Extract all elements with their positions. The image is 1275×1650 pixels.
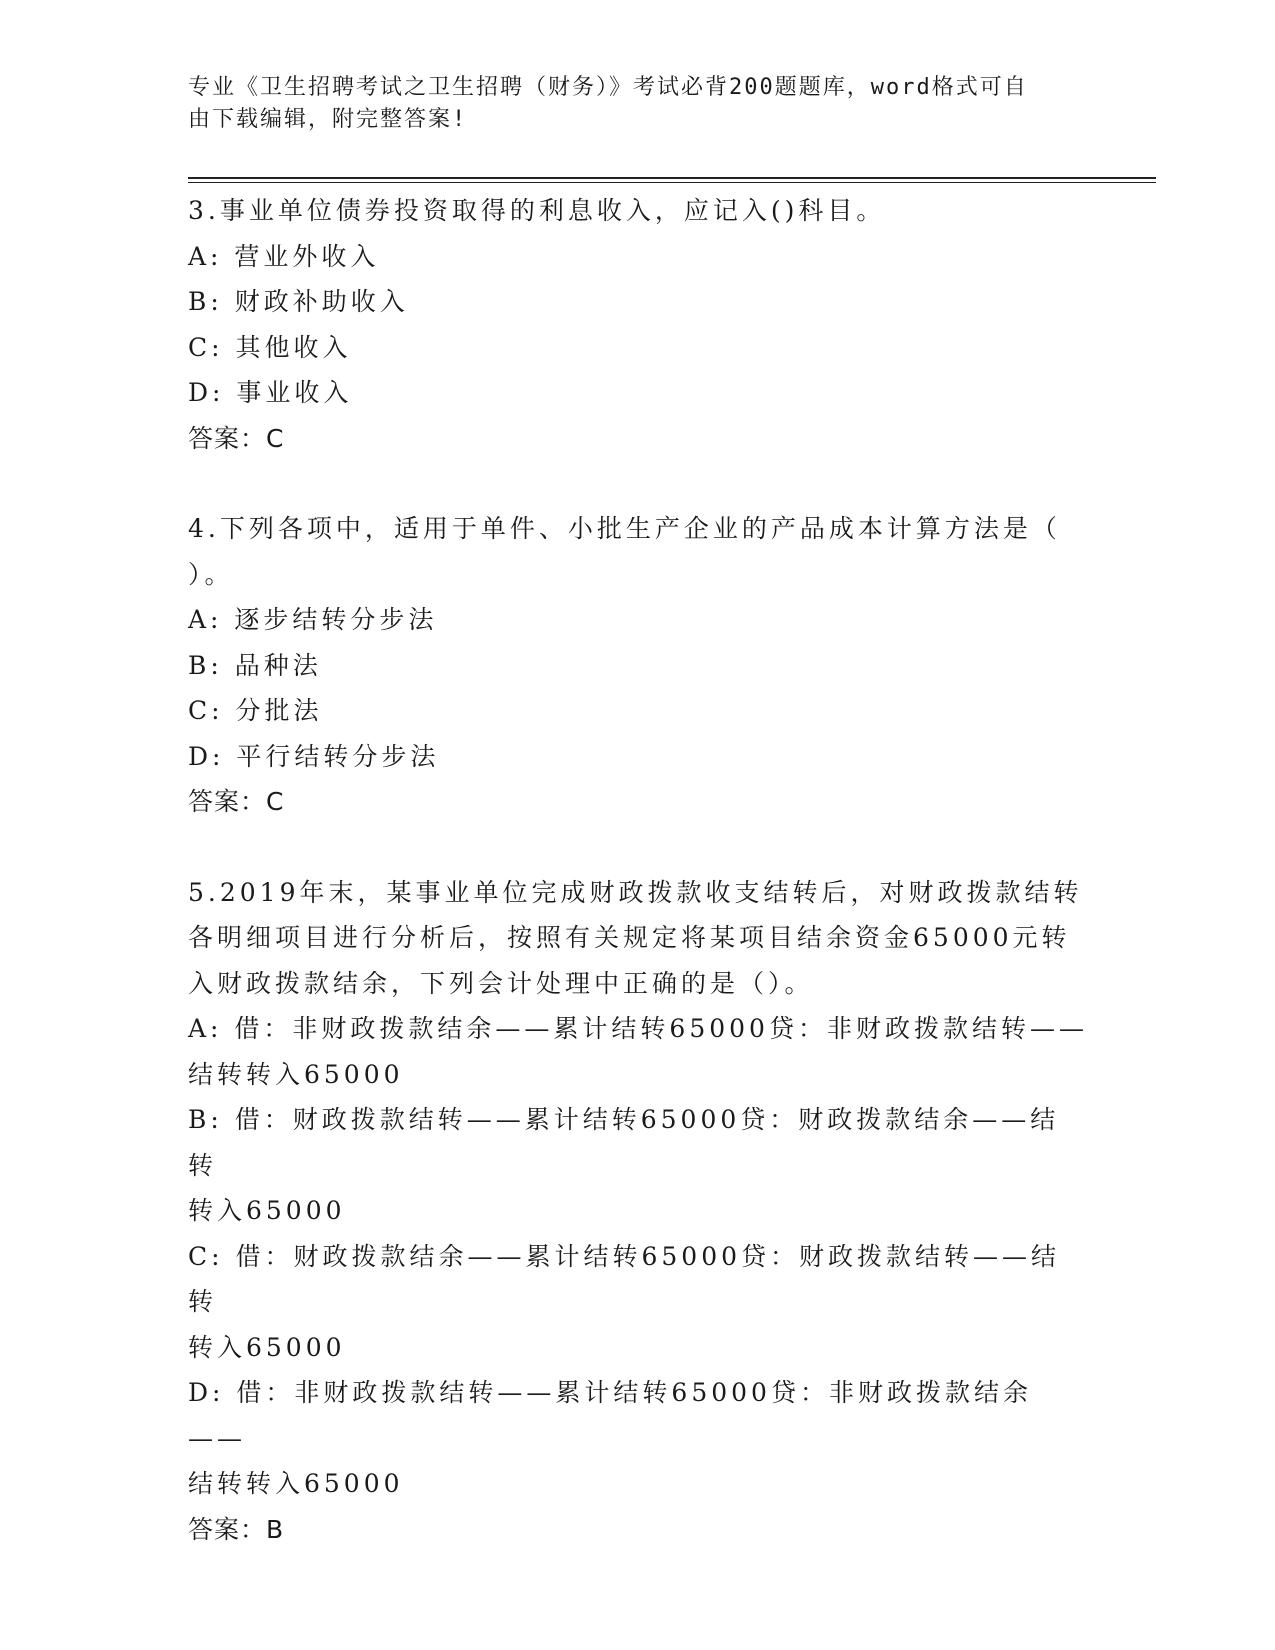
question-list	[188, 188, 1088, 1597]
option-b-continued: 转入65000	[188, 1196, 346, 1225]
option-a: A: 逐步结转分步法	[188, 605, 438, 634]
question-stem-continued: 入财政拨款结余，下列会计处理中正确的是（）。	[188, 968, 814, 998]
header-divider-thick	[188, 177, 1156, 179]
option-b: B: 财政补助收入	[188, 287, 409, 316]
header-divider-thin	[188, 182, 1156, 183]
answer-label: 答案：C	[188, 423, 285, 453]
option-a: A: 借：非财政拨款结余——累计结转65000贷：非财政拨款结转——	[188, 1014, 1088, 1043]
header-intro-line-1: 专业《卫生招聘考试之卫生招聘（财务）》考试必背200题题库，word格式可自	[188, 75, 1028, 100]
answer-label: 答案：C	[188, 787, 285, 816]
question-stem: 4.下列各项中，适用于单件、小批生产企业的产品成本计算方法是（	[188, 514, 1061, 543]
option-b: B: 品种法	[188, 650, 322, 680]
option-a-continued: 结转转入65000	[188, 1059, 404, 1089]
option-d: D: 事业收入	[188, 378, 353, 407]
option-c: C: 借：财政拨款结余——累计结转65000贷：财政拨款结转——结转	[188, 1241, 1061, 1316]
document-header	[188, 72, 1068, 136]
question-4	[188, 506, 1088, 825]
option-a: A: 营业外收入	[188, 241, 380, 271]
question-5	[188, 870, 1088, 1553]
option-d: D: 借：非财政拨款结转——累计结转65000贷：非财政拨款结余——	[188, 1378, 1032, 1453]
question-stem: 3.事业单位债券投资取得的利息收入，应记入()科目。	[188, 196, 886, 225]
question-stem-continued: 各明细项目进行分析后，按照有关规定将某项目结余资金65000元转	[188, 923, 1071, 952]
option-c: C: 其他收入	[188, 332, 352, 362]
option-d: D: 平行结转分步法	[188, 741, 440, 771]
question-stem: 5.2019年末，某事业单位完成财政拨款收支结转后，对财政拨款结转	[188, 877, 1083, 907]
option-d-continued: 结转转入65000	[188, 1469, 404, 1498]
header-intro-line-2: 由下载编辑，附完整答案!	[188, 107, 468, 132]
option-b: B: 借：财政拨款结转——累计结转65000贷：财政拨款结余——结转	[188, 1105, 1060, 1180]
option-c: C: 分批法	[188, 696, 323, 725]
option-c-continued: 转入65000	[188, 1332, 346, 1362]
question-3	[188, 188, 1088, 461]
question-stem-continued: ）。	[188, 559, 234, 589]
answer-label: 答案：B	[188, 1514, 285, 1544]
